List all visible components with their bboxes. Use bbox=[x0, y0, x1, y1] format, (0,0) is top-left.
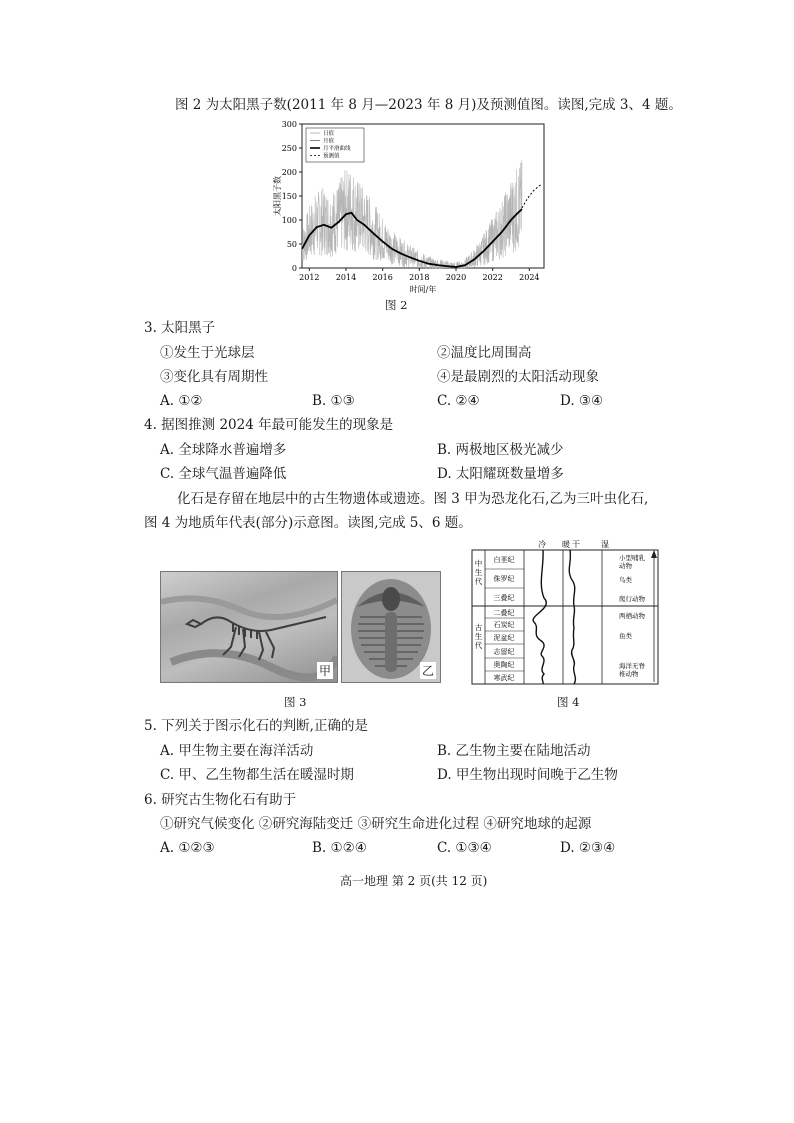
moisture-curve bbox=[569, 550, 575, 684]
header-wet: 湿 bbox=[601, 540, 609, 549]
q3-option-1: ①发生于光球层 bbox=[160, 345, 255, 361]
x-tick-label: 2022 bbox=[482, 273, 503, 282]
q5-choice-c: C. 甲、乙生物都生活在暖湿时期 bbox=[160, 767, 354, 783]
trilobite-fossil-photo bbox=[341, 571, 441, 683]
header-cold: 冷 bbox=[538, 540, 546, 549]
x-tick-label: 2020 bbox=[445, 273, 467, 282]
header-warm: 暖 bbox=[562, 540, 570, 549]
intro-text-1: 图 2 为太阳黑子数(2011 年 8 月—2023 年 8 月)及预测值图。读图,完成 3、4 题。 bbox=[175, 97, 682, 113]
x-tick-label: 2024 bbox=[519, 273, 540, 282]
period-jurassic: 侏罗纪 bbox=[493, 575, 515, 583]
dinosaur-fossil-photo bbox=[160, 571, 338, 683]
life-reptiles: 爬行动物 bbox=[619, 595, 645, 603]
life-small-mammals: 小型哺乳动物 bbox=[619, 554, 645, 570]
era-mesozoic: 中生代 bbox=[474, 559, 483, 586]
q3-choice-a: A. ①② bbox=[160, 393, 203, 409]
q6-stem: 6. 研究古生物化石有助于 bbox=[144, 792, 297, 808]
life-amphibians: 两栖动物 bbox=[619, 612, 645, 620]
period-permian: 二叠纪 bbox=[493, 609, 515, 617]
y-tick-label: 150 bbox=[281, 192, 297, 201]
fig3-label-yi: 乙 bbox=[421, 664, 434, 678]
x-tick-label: 2016 bbox=[372, 273, 393, 282]
period-silurian: 志留纪 bbox=[493, 648, 515, 656]
y-tick-label: 0 bbox=[291, 264, 297, 273]
life-birds: 鸟类 bbox=[619, 576, 632, 584]
dinosaur-skeleton-icon bbox=[161, 572, 337, 682]
y-tick-label: 250 bbox=[281, 144, 297, 153]
q6-choice-b: B. ①②④ bbox=[312, 840, 367, 856]
q3-option-3: ③变化具有周期性 bbox=[160, 369, 268, 385]
legend-label: 预测值 bbox=[323, 153, 340, 160]
intro-text-2b: 图 4 为地质年代表(部分)示意图。读图,完成 5、6 题。 bbox=[144, 515, 472, 531]
q6-choice-d: D. ②③④ bbox=[560, 840, 616, 856]
y-tick-label: 300 bbox=[281, 120, 297, 129]
q3-stem: 3. 太阳黑子 bbox=[144, 320, 216, 336]
arrow-up-icon bbox=[651, 550, 657, 558]
sunspot-chart bbox=[262, 118, 562, 298]
legend-label: 月值 bbox=[323, 138, 335, 145]
era-paleozoic: 古生代 bbox=[474, 623, 483, 650]
q3-option-2: ②温度比周围高 bbox=[437, 345, 532, 361]
temperature-curve bbox=[533, 550, 546, 684]
q4-stem: 4. 据图推测 2024 年最可能发生的现象是 bbox=[144, 417, 394, 433]
q4-choice-b: B. 两极地区极光减少 bbox=[437, 442, 564, 458]
period-triassic: 三叠纪 bbox=[493, 594, 515, 602]
legend-label: 日值 bbox=[323, 131, 335, 137]
forecast-series bbox=[522, 184, 542, 208]
q6-choice-a: A. ①②③ bbox=[160, 840, 215, 856]
daily-values-line bbox=[302, 160, 522, 268]
fig4-caption: 图 4 bbox=[557, 695, 580, 709]
q6-choice-c: C. ①③④ bbox=[437, 840, 492, 856]
period-cretaceous: 白垩纪 bbox=[493, 556, 515, 564]
x-tick-label: 2018 bbox=[409, 273, 430, 282]
q5-choice-b: B. 乙生物主要在陆地活动 bbox=[437, 743, 591, 759]
fig2-caption: 图 2 bbox=[385, 298, 408, 312]
fig3-label-jia: 甲 bbox=[318, 664, 331, 678]
q4-choice-d: D. 太阳耀斑数量增多 bbox=[437, 466, 564, 482]
period-cambrian: 寒武纪 bbox=[493, 674, 515, 682]
y-axis-label: 太阳黑子数 bbox=[273, 176, 282, 216]
period-devonian: 泥盆纪 bbox=[493, 634, 515, 642]
x-tick-label: 2014 bbox=[335, 273, 357, 282]
q5-choice-a: A. 甲生物主要在海洋活动 bbox=[160, 743, 314, 759]
life-marine-invertebrates: 海洋无脊椎动物 bbox=[619, 662, 645, 678]
x-axis-label: 时间/年 bbox=[409, 285, 437, 294]
q5-choice-d: D. 甲生物出现时间晚于乙生物 bbox=[437, 767, 618, 783]
y-tick-label: 200 bbox=[281, 168, 297, 177]
q3-option-4: ④是最剧烈的太阳活动现象 bbox=[437, 369, 599, 385]
q3-choice-c: C. ②④ bbox=[437, 393, 480, 409]
q3-choice-b: B. ①③ bbox=[312, 393, 355, 409]
q6-options: ①研究气候变化 ②研究海陆变迁 ③研究生命进化过程 ④研究地球的起源 bbox=[160, 816, 592, 832]
q5-stem: 5. 下列关于图示化石的判断,正确的是 bbox=[144, 718, 368, 734]
q4-choice-c: C. 全球气温普遍降低 bbox=[160, 466, 287, 482]
y-tick-label: 100 bbox=[281, 216, 297, 225]
period-ordovician: 奥陶纪 bbox=[493, 661, 515, 669]
fig3-caption: 图 3 bbox=[284, 695, 307, 709]
period-carboniferous: 石炭纪 bbox=[493, 621, 515, 629]
x-tick-label: 2012 bbox=[299, 273, 320, 282]
y-tick-label: 50 bbox=[286, 240, 297, 249]
legend-label: 月平滑曲线 bbox=[323, 146, 351, 152]
page-footer: 高一地理 第 2 页(共 12 页) bbox=[340, 874, 488, 888]
q3-choice-d: D. ③④ bbox=[560, 393, 604, 409]
geologic-timetable bbox=[468, 538, 668, 688]
intro-text-2a: 化石是存留在地层中的古生物遗体或遗迹。图 3 甲为恐龙化石,乙为三叶虫化石, bbox=[177, 491, 649, 507]
q4-choice-a: A. 全球降水普遍增多 bbox=[160, 442, 287, 458]
header-dry: 干 bbox=[572, 540, 580, 549]
life-fish: 鱼类 bbox=[619, 632, 632, 640]
